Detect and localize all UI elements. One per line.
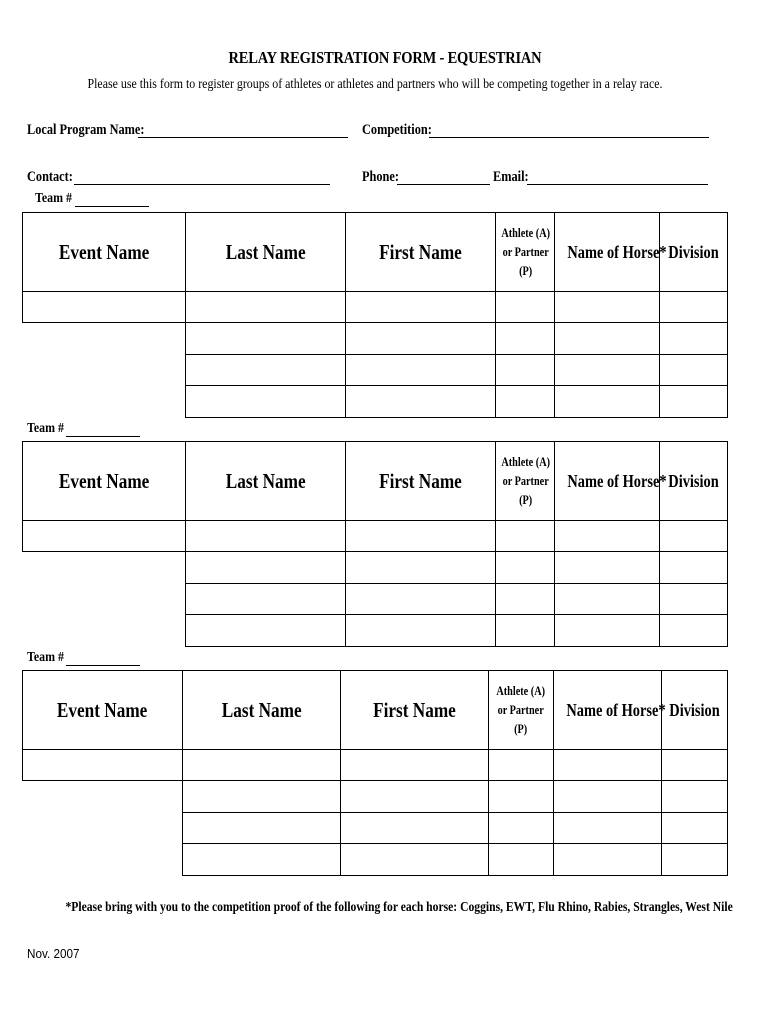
first-name-cell[interactable]	[346, 552, 496, 584]
first-name-cell[interactable]	[341, 781, 489, 813]
horse-cell[interactable]	[555, 292, 660, 323]
horse-cell[interactable]	[554, 813, 662, 844]
first-name-cell[interactable]	[346, 355, 496, 386]
last-name-cell[interactable]	[186, 552, 346, 584]
last-name-cell[interactable]	[183, 844, 341, 876]
empty-space	[23, 781, 183, 813]
athlete-partner-cell[interactable]	[496, 615, 555, 647]
empty-space	[23, 844, 183, 876]
local-program-field[interactable]	[138, 137, 348, 138]
contact-label: Contact:	[27, 169, 73, 185]
athlete-partner-cell[interactable]	[496, 386, 555, 418]
first-name-cell[interactable]	[346, 615, 496, 647]
division-cell[interactable]	[660, 323, 728, 355]
first-name-cell[interactable]	[341, 844, 489, 876]
division-cell[interactable]	[660, 552, 728, 584]
column-division: Division	[668, 241, 719, 262]
table-header-row	[23, 442, 728, 521]
column-athlete-partner: Athlete (A) or Partner (P)	[501, 225, 551, 278]
team-2-number-field[interactable]	[66, 436, 140, 437]
column-athlete-partner: Athlete (A) or Partner (P)	[501, 454, 551, 507]
last-name-cell[interactable]	[186, 355, 346, 386]
athlete-partner-cell[interactable]	[489, 844, 554, 876]
athlete-partner-cell[interactable]	[496, 521, 555, 552]
empty-space	[23, 615, 186, 647]
column-horse: Name of Horse*	[566, 699, 666, 720]
email-field[interactable]	[527, 184, 708, 185]
athlete-partner-cell[interactable]	[496, 292, 555, 323]
last-name-cell[interactable]	[186, 292, 346, 323]
last-name-cell[interactable]	[186, 584, 346, 615]
empty-space	[23, 813, 183, 844]
first-name-cell[interactable]	[346, 386, 496, 418]
team-1-table	[22, 212, 728, 418]
table-row	[23, 521, 728, 552]
empty-space	[23, 386, 186, 418]
event-name-cell[interactable]	[23, 750, 183, 781]
division-cell[interactable]	[662, 813, 728, 844]
table-row	[23, 781, 728, 813]
column-first-name: First Name	[379, 468, 462, 493]
horse-cell[interactable]	[555, 386, 660, 418]
first-name-cell[interactable]	[341, 813, 489, 844]
table-row	[23, 355, 728, 386]
column-horse: Name of Horse*	[567, 241, 667, 262]
table-row	[23, 813, 728, 844]
table-row	[23, 844, 728, 876]
horse-cell[interactable]	[554, 781, 662, 813]
column-event-name: Event Name	[58, 468, 150, 493]
first-name-cell[interactable]	[346, 323, 496, 355]
column-division: Division	[668, 470, 719, 491]
division-cell[interactable]	[662, 781, 728, 813]
column-last-name: Last Name	[225, 468, 306, 493]
table-row	[23, 292, 728, 323]
column-athlete-partner: Athlete (A) or Partner (P)	[496, 683, 546, 736]
horse-cell[interactable]	[555, 552, 660, 584]
column-last-name: Last Name	[225, 239, 306, 264]
team-3-table	[22, 670, 728, 876]
division-cell[interactable]	[662, 844, 728, 876]
athlete-partner-cell[interactable]	[496, 323, 555, 355]
table-row	[23, 584, 728, 615]
column-first-name: First Name	[373, 697, 456, 722]
table-row	[23, 750, 728, 781]
athlete-partner-cell[interactable]	[496, 552, 555, 584]
competition-label: Competition:	[362, 122, 432, 138]
last-name-cell[interactable]	[186, 323, 346, 355]
last-name-cell[interactable]	[183, 750, 341, 781]
horse-proof-note: *Please bring with you to the competition proof of the following for each horse: Coggins, EWT, Flu Rhino, Rabies, Strangles, West Nile	[65, 900, 733, 915]
empty-space	[23, 584, 186, 615]
athlete-partner-cell[interactable]	[496, 584, 555, 615]
athlete-partner-cell[interactable]	[489, 750, 554, 781]
competition-field[interactable]	[429, 137, 709, 138]
table-row	[23, 386, 728, 418]
athlete-partner-cell[interactable]	[496, 355, 555, 386]
last-name-cell[interactable]	[186, 521, 346, 552]
last-name-cell[interactable]	[183, 781, 341, 813]
last-name-cell[interactable]	[186, 615, 346, 647]
email-label: Email:	[493, 169, 529, 185]
table-row	[23, 323, 728, 355]
division-cell[interactable]	[660, 355, 728, 386]
first-name-cell[interactable]	[346, 584, 496, 615]
horse-cell[interactable]	[555, 584, 660, 615]
division-cell[interactable]	[660, 584, 728, 615]
horse-cell[interactable]	[555, 521, 660, 552]
column-division: Division	[669, 699, 720, 720]
phone-label: Phone:	[362, 169, 399, 185]
division-cell[interactable]	[660, 386, 728, 418]
team-3-label: Team #	[27, 650, 64, 665]
table-row	[23, 552, 728, 584]
contact-field[interactable]	[74, 184, 330, 185]
team-1-number-field[interactable]	[75, 206, 149, 207]
column-event-name: Event Name	[57, 697, 148, 722]
table-row	[23, 615, 728, 647]
division-cell[interactable]	[662, 750, 728, 781]
empty-space	[23, 552, 186, 584]
horse-cell[interactable]	[555, 615, 660, 647]
athlete-partner-cell[interactable]	[489, 781, 554, 813]
table-header-row	[23, 213, 728, 292]
team-1-label: Team #	[35, 191, 72, 206]
event-name-cell[interactable]	[23, 292, 186, 323]
last-name-cell[interactable]	[186, 386, 346, 418]
empty-space	[23, 323, 186, 355]
table-header-row	[23, 671, 728, 750]
footer-date: Nov. 2007	[27, 946, 80, 961]
first-name-cell[interactable]	[341, 750, 489, 781]
empty-space	[23, 355, 186, 386]
event-name-cell[interactable]	[23, 521, 186, 552]
column-horse: Name of Horse*	[567, 470, 667, 491]
phone-field[interactable]	[397, 184, 490, 185]
team-2-table	[22, 441, 728, 647]
horse-cell[interactable]	[554, 750, 662, 781]
horse-cell[interactable]	[555, 323, 660, 355]
division-cell[interactable]	[660, 292, 728, 323]
form-title: RELAY REGISTRATION FORM - EQUESTRIAN	[228, 48, 542, 67]
team-3-number-field[interactable]	[66, 665, 140, 666]
division-cell[interactable]	[660, 521, 728, 552]
athlete-partner-cell[interactable]	[489, 813, 554, 844]
last-name-cell[interactable]	[183, 813, 341, 844]
horse-cell[interactable]	[555, 355, 660, 386]
horse-cell[interactable]	[554, 844, 662, 876]
column-first-name: First Name	[379, 239, 462, 264]
team-2-label: Team #	[27, 421, 64, 436]
division-cell[interactable]	[660, 615, 728, 647]
first-name-cell[interactable]	[346, 292, 496, 323]
local-program-label: Local Program Name:	[27, 122, 145, 138]
first-name-cell[interactable]	[346, 521, 496, 552]
form-subtitle: Please use this form to register groups of athletes or athletes and partners who will be competing together in a relay race.	[87, 77, 663, 92]
column-last-name: Last Name	[221, 697, 302, 722]
column-event-name: Event Name	[58, 239, 150, 264]
